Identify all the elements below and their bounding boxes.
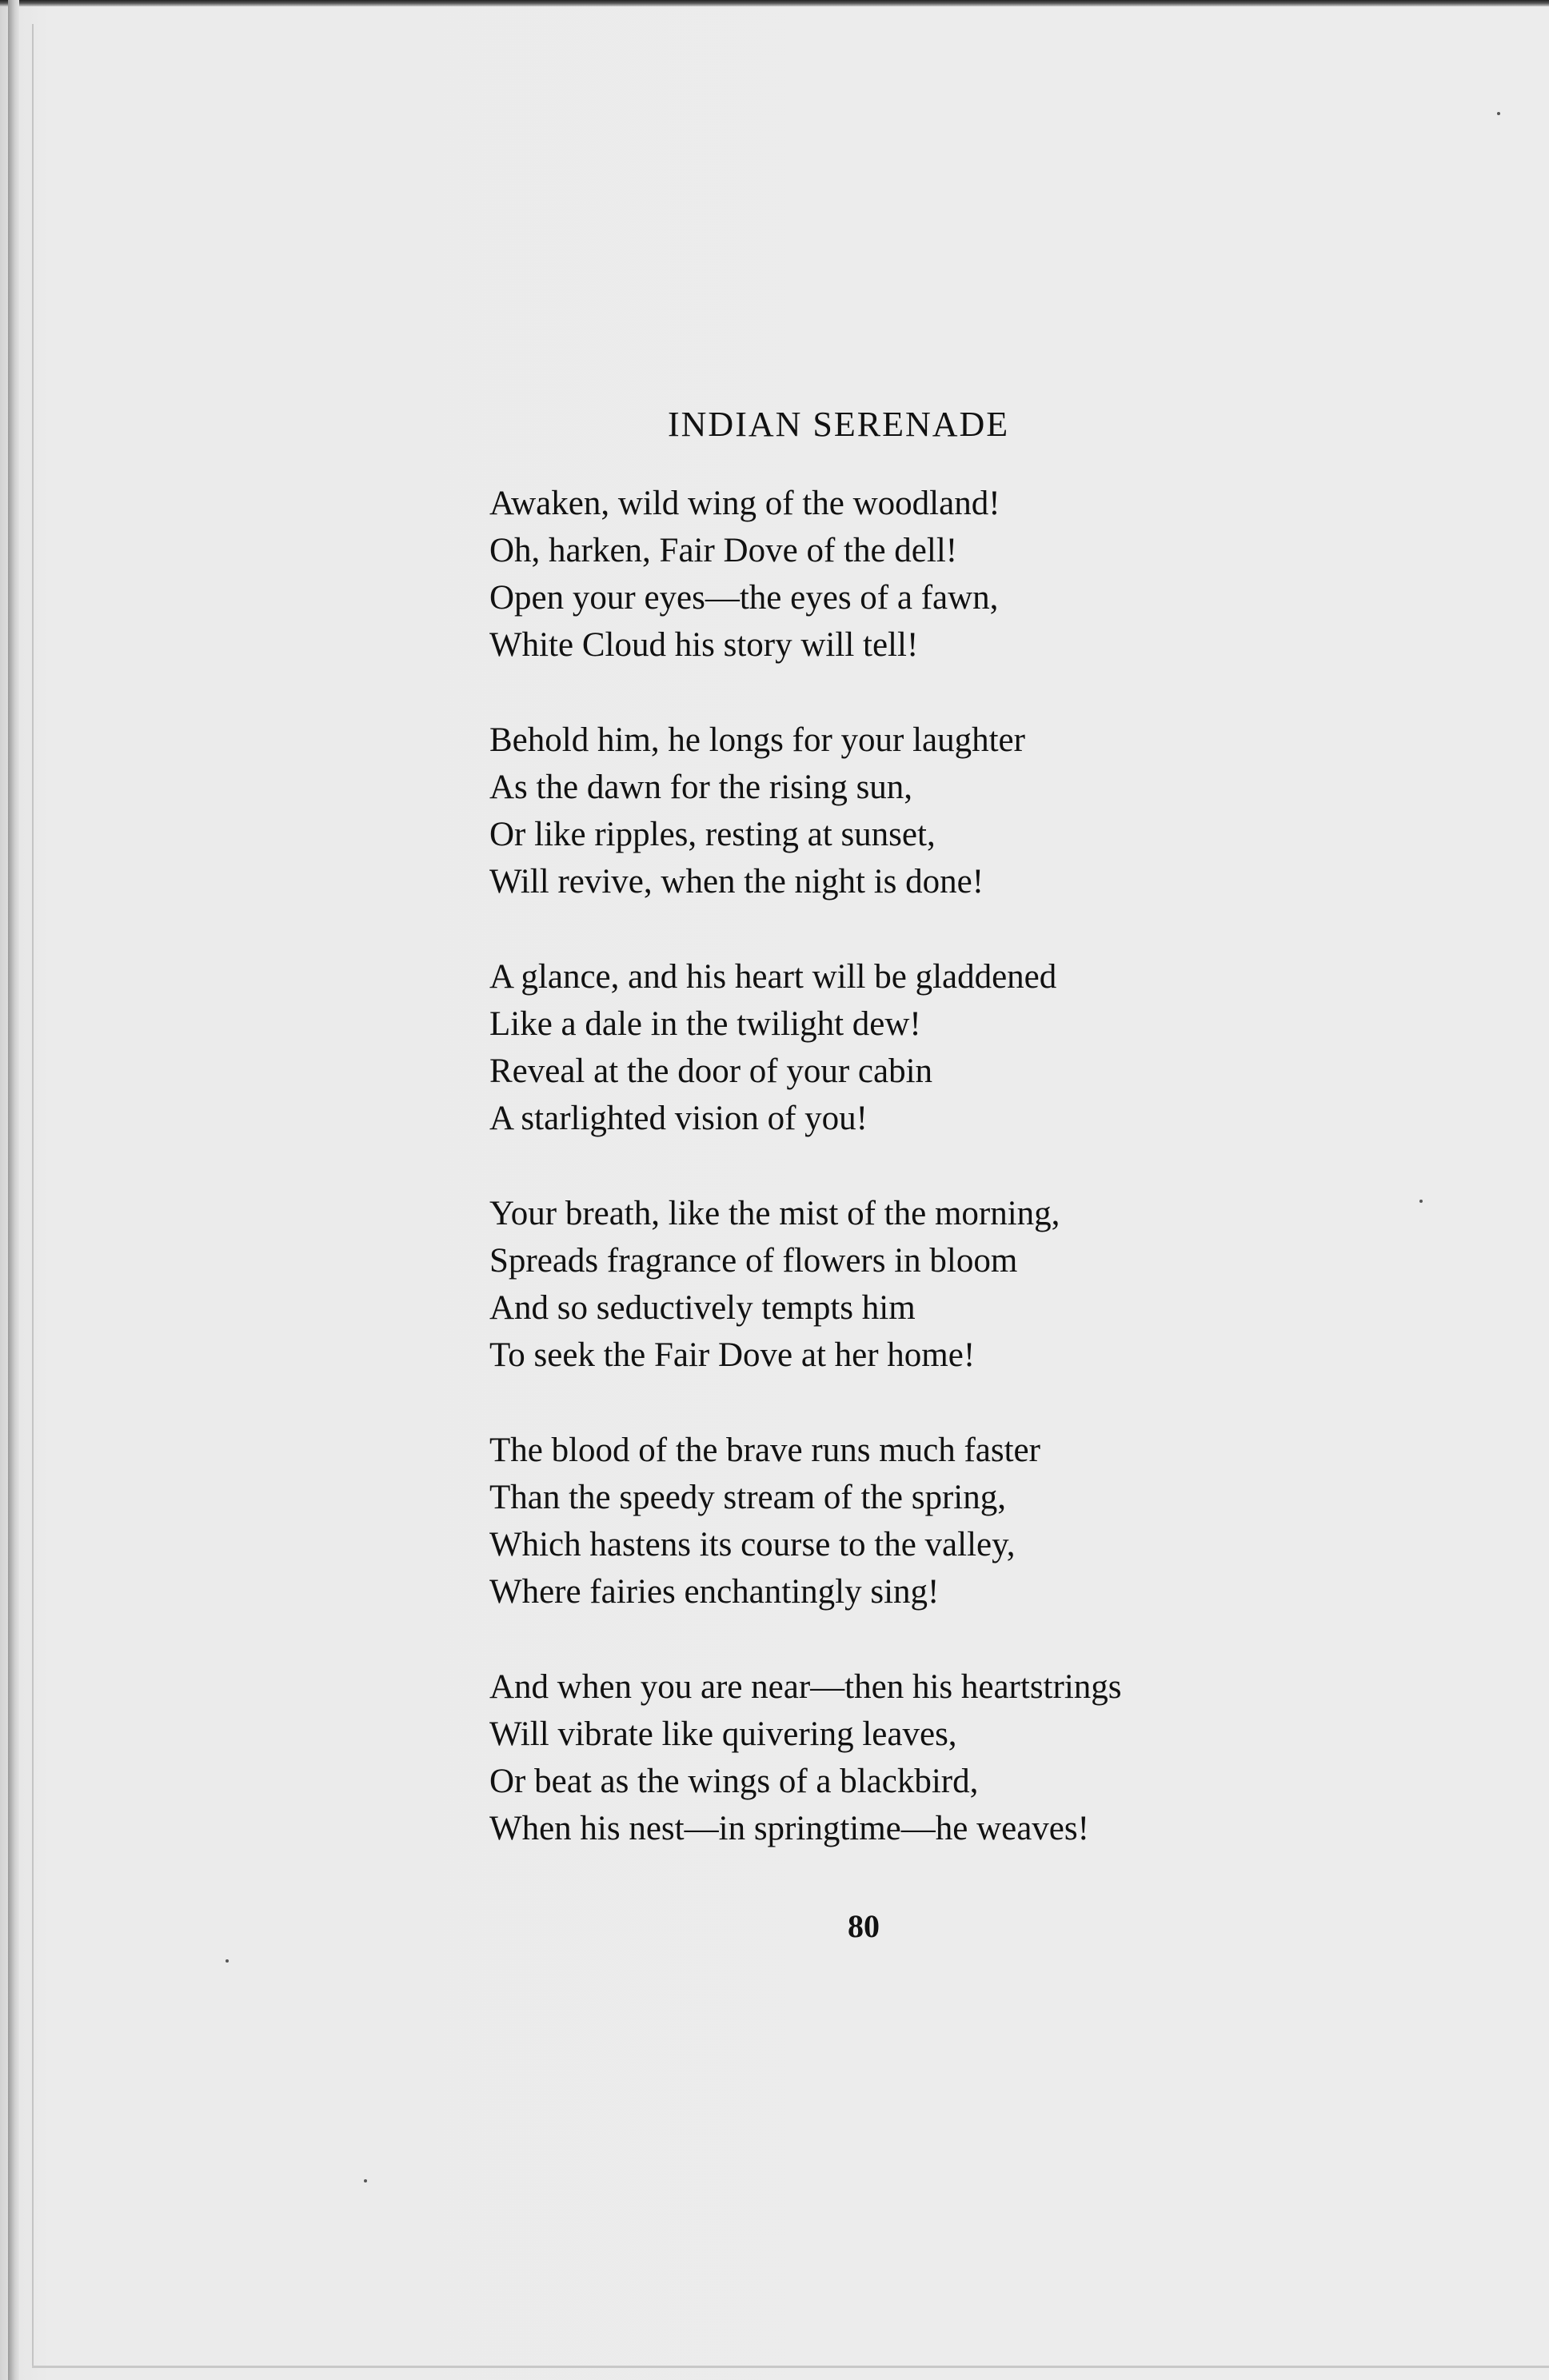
poem-line: Your breath, like the mist of the morning, [489, 1195, 1060, 1232]
poem-line: Behold him, he longs for your laughter [489, 721, 1025, 759]
poem-line: Than the speedy stream of the spring, [489, 1479, 1007, 1516]
scan-speck [364, 2179, 367, 2182]
page-binding-edge [8, 0, 19, 2380]
scan-speck [226, 1959, 229, 1963]
stanza [489, 953, 1329, 1142]
poem-line: Or like ripples, resting at sunset, [489, 816, 936, 853]
poem-line: The blood of the brave runs much faster [489, 1432, 1040, 1469]
poem-line: Awaken, wild wing of the woodland! [489, 485, 1000, 522]
page-number: 80 [848, 1908, 880, 1944]
poem-line: When his nest—in springtime—he weaves! [489, 1810, 1089, 1847]
poem-line: And when you are near—then his heartstrings [489, 1668, 1122, 1706]
stanza [489, 1663, 1329, 1852]
poem-line: Which hastens its course to the valley, [489, 1526, 1016, 1563]
poem-line: To seek the Fair Dove at her home! [489, 1336, 976, 1374]
poem-line: Like a dale in the twilight dew! [489, 1005, 921, 1043]
poem-title: INDIAN SERENADE [668, 405, 1010, 444]
poem-line: A glance, and his heart will be gladdened [489, 958, 1057, 996]
page-margin-line [32, 24, 34, 2367]
poem-line: Spreads fragrance of flowers in bloom [489, 1242, 1018, 1280]
poem-line: White Cloud his story will tell! [489, 626, 919, 664]
scan-speck [1419, 1200, 1423, 1203]
page-bottom-edge [32, 2366, 1549, 2368]
poem-line: Reveal at the door of your cabin [489, 1052, 933, 1090]
poem-line: Will revive, when the night is done! [489, 863, 984, 900]
stanza [489, 1427, 1329, 1615]
poem-body [489, 480, 1329, 1900]
poem-line: As the dawn for the rising sun, [489, 769, 913, 806]
stanza [489, 480, 1329, 669]
scan-top-edge [0, 0, 1549, 6]
poem-line: Where fairies enchantingly sing! [489, 1573, 940, 1611]
poem-line: Will vibrate like quivering leaves, [489, 1715, 957, 1753]
stanza [489, 1190, 1329, 1379]
poem-line: And so seductively tempts him [489, 1289, 916, 1327]
scan-speck [1497, 112, 1500, 115]
poem-line: Or beat as the wings of a blackbird, [489, 1763, 979, 1800]
poem-line: A starlighted vision of you! [489, 1100, 868, 1137]
poem-line: Open your eyes—the eyes of a fawn, [489, 579, 999, 617]
stanza [489, 717, 1329, 905]
poem-line: Oh, harken, Fair Dove of the dell! [489, 532, 958, 569]
